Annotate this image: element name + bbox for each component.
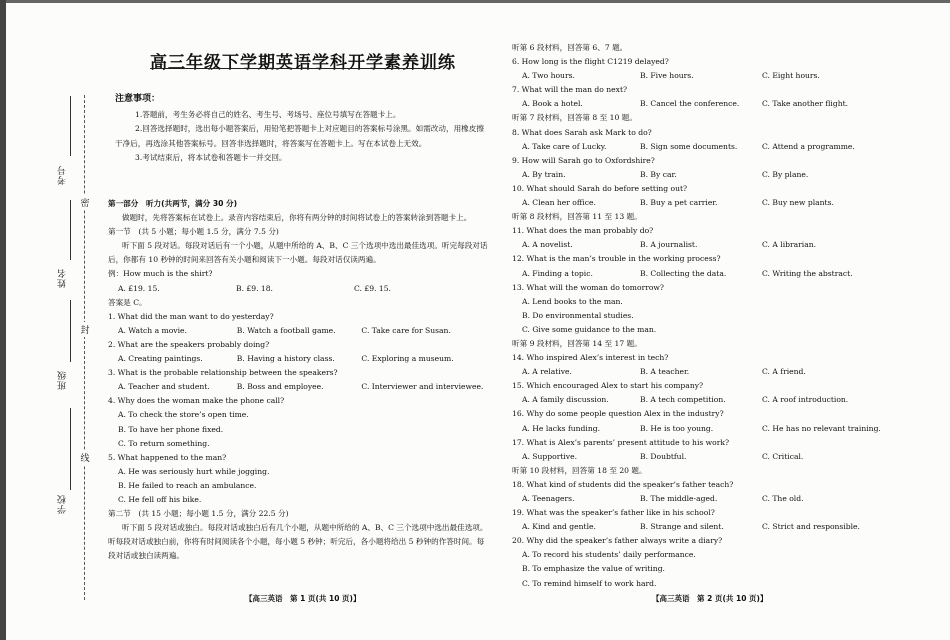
answer-option: B. Watch a football game. [236,325,336,335]
question-stem: 4. Why does the woman make the phone call? [108,396,285,406]
answer-option: C. Strict and responsible. [762,522,860,532]
answer-option: B. Sign some documents. [640,141,738,151]
cut-mark-feng: 封 [79,322,91,337]
question-stem: 20. Why did the speaker’s father always write a diary? [512,536,723,546]
option-row [108,324,488,338]
answer-option: A. A novelist. [522,240,573,250]
answer-option: A. Clean her office. [522,198,596,208]
question-stem: 3. What is the probable relationship between the speakers? [108,368,338,378]
answer-option: A. To record his students’ daily performance. [522,550,696,560]
question-stem: 6. How long is the flight C1219 delayed? [512,57,669,67]
answer-option: A. Supportive. [522,451,578,461]
answer-option: C. Take another flight. [762,99,849,109]
segment-instruction: 听第 8 段材料，回答第 11 至 13 题。 [512,212,642,222]
option-row [512,168,907,182]
answer-option: C. Exploring a museum. [361,354,454,364]
answer-option: C. Take care for Susan. [361,325,451,335]
section2-intro: 听下面 5 段对话或独白。每段对话或独白后有几个小题，从题中所给的 A、B、C 三个选项中选出最佳选项。听每段对话或独白前，你将有时间阅读各个小题，每小题 5 秒钟；听完后，各小题将给出 5 秒钟的作答时间。每段对话或独白读两遍。 [108,523,488,561]
answer-option: C. To return something. [118,438,210,448]
segment-instruction: 听第 10 段材料，回答第 18 至 20 题。 [512,465,647,475]
question-stem: 2. What are the speakers probably doing? [108,339,270,349]
answer-option: B. He is too young. [640,423,714,433]
answer-option: B. To have her phone fixed. [118,424,224,434]
question-stem: 12. What is the man’s trouble in the working process? [512,254,721,264]
answer-option: B. To emphasize the value of writing. [522,564,665,574]
part-heading: 第一部分 听力(共两节，满分 30 分) [108,199,238,208]
question-stem: 17. What is Alex’s parents’ present attitude to his work? [512,437,730,447]
answer-option: C. Buy new plants. [762,198,834,208]
section1-heading: 第一节 (共 5 小题；每小题 1.5 分，满分 7.5 分) [108,227,279,237]
question-stem: 10. What should Sarah do before setting out? [512,183,688,193]
question-stem: 5. What happened to the man? [108,452,227,462]
page-footer: 【高三英语 第 1 页(共 10 页)】 [245,594,361,603]
question-stem: 11. What does the man probably do? [512,226,654,236]
option-row [512,69,907,83]
answer-option: B. The middle-aged. [640,494,718,503]
answer-option: A. Finding a topic. [522,268,593,278]
question-stem: 13. What will the woman do tomorrow? [512,282,664,292]
exam-title: 高三年级下学期英语学科开学素养训练 [150,53,456,73]
answer-option: C. Attend a programme. [762,141,855,151]
answer-option: C. A roof introduction. [762,395,849,405]
notice-heading: 注意事项： [115,94,161,104]
page-1 [105,0,490,640]
segment-instruction: 听第 9 段材料，回答第 14 至 17 题。 [512,338,642,348]
question-stem: 19. What was the speaker’s father like in his school? [512,508,715,518]
option-row [512,238,907,252]
answer-option: A. Creating paintings. [118,354,203,364]
answer-option: B. Cancel the conference. [640,99,740,109]
listening-part [108,197,488,563]
answer-option: C. He has no relevant training. [762,423,881,433]
answer-option: C. He fell off his bike. [118,494,202,504]
field-class: 班级 [58,370,68,390]
answer-option: A. A family discussion. [522,395,609,405]
question-stem: 14. Who inspired Alex’s interest in tech? [512,353,669,363]
question-stem: 16. Why do some people question Alex in the industry? [512,409,724,419]
notice-item: 2.回答选择题时，选出每小题答案后，用铅笔把答题卡上对应题目的答案标号涂黑。如需改动，用橡皮擦干净后，再选涂其他答案标号。回答非选择题时，将答案写在答题卡上。写在本试卷上无效。 [115,124,484,148]
example-option: A. £19. 15. [118,283,160,293]
answer-option: C. Interviewer and interviewee. [361,382,484,392]
answer-option: B. Do environmental studies. [522,310,634,320]
answer-option: A. To check the store’s open time. [118,410,249,420]
field-underline [70,96,71,156]
answer-option: A. Book a hotel. [522,99,583,109]
question-stem: 15. Which encouraged Alex to start his company? [512,381,704,391]
page-2 [512,0,907,640]
question-stem: 8. What does Sarah ask Mark to do? [512,127,652,137]
answer-option: A. Take care of Lucky. [522,141,607,151]
answer-option: C. Eight hours. [762,71,820,81]
cut-mark-mi: 密 [79,195,91,210]
answer-option: A. Lend books to the man. [522,296,623,306]
option-row [512,196,907,210]
answer-option: B. By car. [640,169,677,179]
field-exam-number: 考号 [58,165,68,185]
answer-option: B. Collecting the data. [640,268,727,278]
option-row [512,97,907,111]
listening-part-continued [512,41,907,591]
answer-option: B. He failed to reach an ambulance. [118,480,257,490]
answer-option: A. Teenagers. [522,494,575,503]
answer-option: B. A journalist. [640,240,698,250]
answer-option: A. By train. [522,169,566,179]
answer-option: C. Give some guidance to the man. [522,324,657,334]
example-options [108,282,488,296]
option-row [512,492,907,506]
seal-line [84,95,85,600]
section2-heading: 第二节 (共 15 小题；每小题 1.5 分，满分 22.5 分) [108,509,289,519]
question-stem: 9. How will Sarah go to Oxfordshire? [512,155,655,165]
answer-option: A. Watch a movie. [118,325,187,335]
question-list-page2 [512,41,907,591]
title-underline [150,68,440,69]
answer-option: B. Boss and employee. [236,382,324,392]
answer-option: A. Kind and gentle. [522,522,596,532]
answer-option: C. By plane. [762,169,809,179]
section1-intro: 听下面 5 段对话。每段对话后有一个小题，从题中所给的 A、B、C 三个选项中选出最佳选项。听完每段对话后，你都有 10 秒钟的时间来回答有关小题和阅读下一小题。每段对话仅读两遍。 [108,241,488,265]
answer-option: A. Two hours. [522,71,575,81]
answer-option: C. A friend. [762,367,806,377]
question-stem: 18. What kind of students did the speaker’s father teach? [512,479,734,489]
answer-option: B. A tech competition. [640,395,726,405]
notice-block [115,92,485,166]
option-row [512,267,907,281]
option-row [512,393,907,407]
answer-option: B. Strange and silent. [640,522,724,532]
segment-instruction: 听第 7 段材料，回答第 8 至 10 题。 [512,113,637,123]
option-row [512,450,907,464]
page-footer: 【高三英语 第 2 页(共 10 页)】 [652,594,768,603]
field-underline [70,300,71,362]
field-name: 姓名 [58,268,68,288]
option-row [512,520,907,534]
question-stem: 1. What did the man want to do yesterday? [108,311,274,321]
answer-option: C. The old. [762,494,804,503]
example-answer: 答案是 C。 [108,297,147,307]
answer-option: A. He was seriously hurt while jogging. [118,466,270,476]
answer-option: C. Critical. [762,451,804,461]
answer-option: A. Teacher and student. [118,382,210,392]
answer-option: C. A librarian. [762,240,817,250]
binding-strip [0,0,100,640]
cut-mark-xian: 线 [79,450,91,465]
answer-option: C. Writing the abstract. [762,268,853,278]
answer-option: A. A relative. [522,367,572,377]
segment-instruction: 听第 6 段材料，回答第 6、7 题。 [512,43,628,52]
field-underline [70,200,71,260]
answer-option: B. A teacher. [640,367,690,377]
option-row [512,140,907,154]
example-option: B. £9. 18. [236,283,273,293]
option-row [512,365,907,379]
example-question: 例：How much is the shirt? [108,269,213,279]
answer-option: A. He lacks funding. [522,423,601,433]
question-list-page1 [108,310,488,507]
answer-option: C. To remind himself to work hard. [522,578,657,588]
question-stem: 7. What will the man do next? [512,85,628,95]
option-row [108,352,488,366]
notice-item: 3.考试结束后，将本试卷和答题卡一并交回。 [135,153,287,162]
answer-option: B. Buy a pet carrier. [640,198,718,208]
example-option: C. £9. 15. [354,283,391,293]
answer-option: B. Five hours. [640,71,694,81]
part-intro: 做题时，先将答案标在试卷上。录音内容结束后，你将有两分钟的时间将试卷上的答案转涂到答题卡上。 [122,213,472,223]
notice-item: 1.答题前，考生务必将自己的姓名、考生号、考场号、座位号填写在答题卡上。 [135,109,401,119]
option-row [512,422,907,436]
field-school: 学校 [58,494,68,514]
option-row [108,380,488,394]
field-underline [70,408,71,490]
answer-option: B. Doubtful. [640,451,687,461]
answer-option: B. Having a history class. [236,354,335,364]
